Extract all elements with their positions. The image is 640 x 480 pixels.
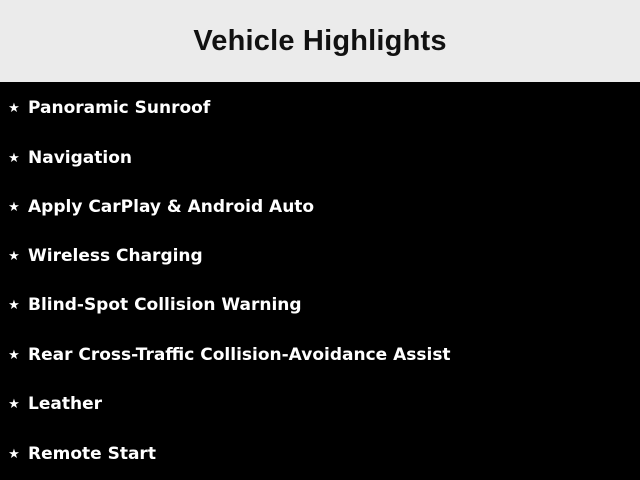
header-bar (0, 0, 640, 82)
highlight-label: Rear Cross-Traffic Collision-Avoidance Assist (28, 345, 451, 365)
highlight-label: Leather (28, 394, 102, 414)
list-item (0, 187, 640, 227)
star-icon: ★ (8, 100, 20, 116)
list-item (0, 335, 640, 375)
highlight-label: Wireless Charging (28, 246, 203, 266)
highlight-label: Navigation (28, 148, 132, 168)
highlights-list (0, 84, 640, 480)
star-icon: ★ (8, 446, 20, 462)
list-item (0, 434, 640, 474)
list-item (0, 384, 640, 424)
list-item (0, 88, 640, 128)
page-title: Vehicle Highlights (193, 24, 447, 57)
list-item (0, 285, 640, 325)
star-icon: ★ (8, 199, 20, 215)
list-item (0, 236, 640, 276)
highlight-label: Remote Start (28, 444, 156, 464)
star-icon: ★ (8, 297, 20, 313)
star-icon: ★ (8, 150, 20, 166)
highlight-label: Apply CarPlay & Android Auto (28, 197, 315, 217)
highlight-label: Panoramic Sunroof (28, 98, 211, 118)
list-item (0, 138, 640, 178)
star-icon: ★ (8, 396, 20, 412)
star-icon: ★ (8, 347, 20, 363)
star-icon: ★ (8, 248, 20, 264)
highlight-label: Blind-Spot Collision Warning (28, 295, 302, 315)
